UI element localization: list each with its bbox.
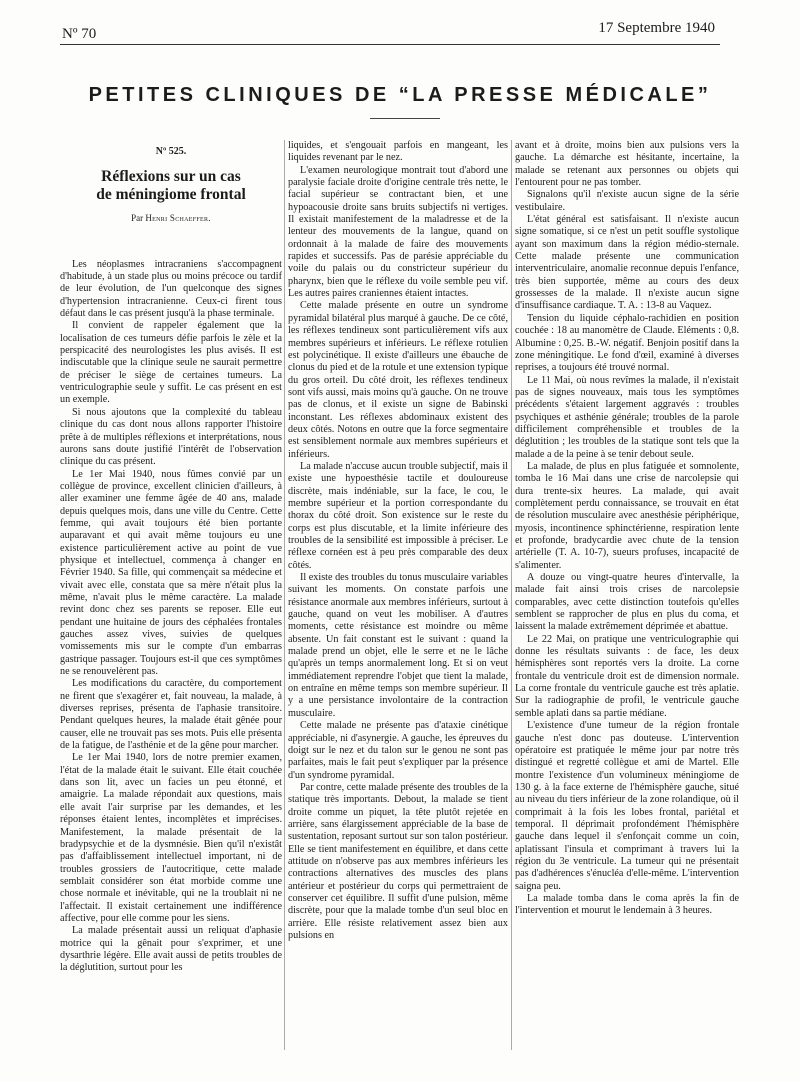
paragraph: L'état général est satisfaisant. Il n'existe aucun signe somatique, si ce n'est un petit souffle systolique ayant son maximum dans la région médio-sternale. Cette malade présente une communication interventriculaire, anomalie reconnue depuis l'enfance, très bien supportée, même au cours des deux grossesses de la malade. Il n'existe aucun signe d'insuffisance cardiaque. T. A. : 13-8 au Vaquez. xyxy=(515,214,739,312)
paragraph: Les modifications du caractère, du comportement ne firent que s'exagérer et, fait nouveau, la malade, à diverses reprises, présenta de l'aphasie transitoire. Pendant quelques heures, la malade était gênée pour causer, elle ne trouvait pas ses mots. Puis elle présenta de la fatigue, de l'asthénie et de la gêne pour marcher. xyxy=(60,678,282,752)
paragraph: avant et à droite, moins bien aux pulsions vers la gauche. La démarche est hésitante, incertaine, la malade se retenant aux personnes ou objets qui l'entourent pour ne pas tomber. xyxy=(515,140,739,189)
paragraph: liquides, et s'engouait parfois en mangeant, les liquides revenant par le nez. xyxy=(288,140,508,164)
column-divider xyxy=(511,140,512,1050)
paragraph: Signalons qu'il n'existe aucun signe de la série vestibulaire. xyxy=(515,189,739,213)
issue-number: Nº 70 xyxy=(62,26,97,42)
paragraph: A douze ou vingt-quatre heures d'intervalle, la malade fait ainsi trois crises de narcolepsie comparables, avec cette distinction toutefois qu'elles semblent se rapprocher de plus en plus du coma, et laissent la malade extrêmement déprimée et abattue. xyxy=(515,572,739,633)
byline-prefix: Par xyxy=(131,213,144,224)
paragraph: La malade tomba dans le coma après la fin de l'intervention et mourut le lendemain à 3 heures. xyxy=(515,892,739,917)
paragraph: Tension du liquide céphalo-rachidien en position couchée : 18 au manomètre de Claude. Eléments : 0,8. Albumine : 0,25. B.-W. négatif. Benjoin positif dans la zone méningitique. Le fond d'œil, examiné à diverses reprises, a toujours été trouvé normal. xyxy=(515,312,739,374)
section-banner: PETITES CLINIQUES DE “LA PRESSE MÉDICALE” xyxy=(88,84,712,106)
article-title-line-2: de méningiome frontal xyxy=(96,186,246,204)
paragraph: L'existence d'une tumeur de la région frontale gauche n'est donc pas douteuse. L'intervention opératoire est pratiquée le même jour par notre très distingué et regretté collègue et ami de Martel. Elle montre l'existence d'un volumineux méningiome de 130 g. à la face externe de l'hémisphère gauche, situé au niveau du tiers inférieur de la zone rolandique, où il comprimait à la fois les lobes frontal, pariétal et temporal. Il déprimait profondément l'hémisphère gauche dans lequel il s'enfonçait comme un coin, aplatissant l'insula et comprimant à travers lui la région du 3e ventricule. La tumeur qui ne présentait pas d'adhérences s'énucléa d'elle-même. L'intervention saigna peu. xyxy=(515,720,739,892)
banner-rule xyxy=(370,118,440,119)
paragraph: La malade présentait aussi un reliquat d'aphasie motrice qui la gênait pour s'exprimer, et une dysarthrie légère. Elle avait aussi de petits troubles de la déglutition, surtout pour les xyxy=(60,925,282,974)
column-2 xyxy=(288,140,508,942)
column-1 xyxy=(60,140,282,975)
paragraph: La malade n'accuse aucun trouble subjectif, mais il existe une hypoesthésie tactile et douloureuse discrète, mais indéniable, sur la face, le cou, le membre supérieur et la portion correspondante du thorax du côté droit. Son existence sur le reste du corps est plus discutable, et la limite inférieure des troubles de la sensibilité est impossible à préciser. Le réflexe cornéen est à peu près comparable des deux côtés. xyxy=(288,460,508,571)
paragraph: Le 1er Mai 1940, nous fûmes convié par un collègue de province, excellent clinicien d'ailleurs, à aller examiner une femme âgée de 40 ans, malade depuis quelques mois, dans une ville du Centre. Cette femme, qui avait toujours été bien portante auparavant et qui avait même toujours eu une existence particulièrement active au point de vue physique et intellectuel, commença à changer en Février 1940. Sa fille, qui commençait sa médecine et vivait avec elle, constata que sa mère n'était plus la même, n'avait plus le même caractère. La malade revint donc chez ses parents se reposer. Elle eut pendant une huitaine de jours des céphalées frontales gauches assez vives, suivies de quelques vomissements mis sur le compte d'un embarras gastrique passager. Toujours est-il que ces symptômes ne se renouvelèrent pas. xyxy=(60,468,282,678)
column-divider xyxy=(284,140,285,1050)
article-title-line-1: Réflexions sur un cas xyxy=(101,168,241,186)
header-rule xyxy=(60,44,720,45)
paragraph: Cette malade ne présente pas d'ataxie cinétique appréciable, ni d'asynergie. A gauche, les épreuves du doigt sur le nez et du talon sur le genou ne sont pas parfaites, mais le fait peut s'expliquer par la présence d'un syndrome pyramidal. xyxy=(288,720,508,781)
paragraph: Les néoplasmes intracraniens s'accompagnent d'habitude, à un stade plus ou moins précoce ou tardif de leur évolution, de l'un quelconque des signes d'hypertension intracranienne. Ceux-ci firent tous défaut dans le cas présent jusqu'à la phase terminale. xyxy=(60,258,282,320)
issue-date: 17 Septembre 1940 xyxy=(598,20,715,36)
author-name: Henri Schaeffer. xyxy=(145,213,211,224)
paragraph: Il convient de rappeler également que la localisation de ces tumeurs défie parfois le zèle et la perspicacité des neurologistes les plus avisés. Il est indiscutable que la clinique seule ne saurait permettre de préciser le siège de certaines tumeurs. La ventriculographie seule y suffit. Le cas présent en est un exemple. xyxy=(60,320,282,406)
paragraph: Si nous ajoutons que la complexité du tableau clinique du cas dont nous allons rapporter l'histoire prête à de multiples réflexions et interprétations, nous aurons sans doute justifié l'intérêt de l'observation clinique du cas présent. xyxy=(60,406,282,468)
article-number: Nº 525. xyxy=(155,146,187,157)
paragraph: Le 22 Mai, on pratique une ventriculographie qui donne les résultats suivants : de face, les deux hémisphères sont reportés vers la droite. La corne frontale du ventricule droit est de dimension normale. La corne frontale du ventricule gauche est très aplatie. Sur la radiographie de profil, le ventricule gauche semble aplati dans sa partie médiane. xyxy=(515,633,739,719)
paragraph: Il existe des troubles du tonus musculaire variables suivant les moments. On constate parfois une résistance anormale aux membres inférieurs, surtout à gauche, quand on veut les mobiliser. A d'autres moments, cette résistance est moindre ou même absente. Un fait constant est le suivant : quand la malade prend un objet, elle le serre et ne le lâche qu'après un temps anormalement long. Et si on veut immédiatement reprendre l'objet que tient la malade, on entraîne en même temps son membre supérieur. Il y a une persistance involontaire de la contraction musculaire. xyxy=(288,572,508,719)
paragraph: L'examen neurologique montrait tout d'abord une paralysie faciale droite d'origine centrale très nette, le facial supérieur se contractant bien, et une hypoacousie droite sans bruits subjectifs ni vertiges. Il existait manifestement de la maladresse et de la lenteur des mouvements de la langue, quand on ordonnait à la malade de faire des mouvements rapides et successifs. Pas de parésie appréciable du voile du palais ou du constricteur supérieur du pharynx, bien que le réflexe du voile semble peu vif. Les autres paires craniennes étaient intactes. xyxy=(288,164,508,300)
byline xyxy=(60,212,282,224)
paragraph: Le 11 Mai, où nous revîmes la malade, il n'existait pas de signes nouveaux, mais tous les symptômes précédents s'étaient largement aggravés : troubles psychiques et asthénie générale; troubles de la parole difficilement compréhensible et troubles de la déglutition ; les troubles de la statique sont tels que la malade a de la peine à se tenir debout seule. xyxy=(515,374,739,460)
column-3 xyxy=(515,140,739,918)
paragraph: Par contre, cette malade présente des troubles de la statique très importants. Debout, la malade se tient droite comme un piquet, la tête plutôt rejetée en arrière, sans élargissement appréciable de la base de sustentation, reposant surtout sur son talon postérieur. Elle se tient manifestement en équilibre, et dans cette attitude on n'observe pas aux membres inférieurs les contractions alternatives des muscles des plans antérieur et postérieur du corps qui permettraient de conserver cet équilibre. Il suffit d'une pulsion, même discrète, pour que la malade tombe d'un seul bloc en arrière. Elle résiste relativement assez bien aux pulsions en xyxy=(288,781,508,941)
article-title xyxy=(60,168,282,204)
paragraph: Cette malade présente en outre un syndrome pyramidal bilatéral plus marqué à gauche. De ce côté, les réflexes tendineux sont particulièrement vifs aux membres supérieurs et inférieurs. Le réflexe rotulien est polycinétique. Il existe d'ailleurs une ébauche de clonus du pied et de la rotule et une extension typique du gros orteil. Du côté droit, les réflexes tendineux sont vifs aussi, mais moins qu'à gauche. On ne trouve pas de clonus, et il existe un signe de Babinski inconstant. Les réflexes abdominaux existent des deux côtés. Notons en outre que la force segmentaire est sensiblement normale aux membres supérieurs et inférieurs. xyxy=(288,300,508,460)
paragraph: La malade, de plus en plus fatiguée et somnolente, tomba le 16 Mai dans une crise de narcolepsie qui dura trente-six heures. La malade, qui avait complètement perdu connaissance, se trouvait en état de résolution musculaire avec anesthésie périphérique, myosis, incontinence sphinctérienne, respiration lente et profonde, bradycardie avec chute de la tension artérielle (T. A. 10-7), sueurs profuses, incapacité de s'alimenter. xyxy=(515,460,739,571)
paragraph: Le 1er Mai 1940, lors de notre premier examen, l'état de la malade était le suivant. Elle était couchée dans son lit, avec un facies un peu étonné, et amaigrie. La malade répondait aux questions, mais elle avait l'air surprise par les demandes, et les réponses étaient lentes, incomplètes et imprécises. Manifestement, la malade présentait de la bradypsychie et de la dysmnésie. Bien qu'il n'existât pas d'affaiblissement intellectuel important, ni de troubles grossiers de l'autocritique, cette malade semblait considérer son état morbide comme une chose normale et inévitable, qui ne la troublait ni ne l'affectait. Il existait certainement une indifférence affective, pour elle comme pour les siens. xyxy=(60,752,282,924)
